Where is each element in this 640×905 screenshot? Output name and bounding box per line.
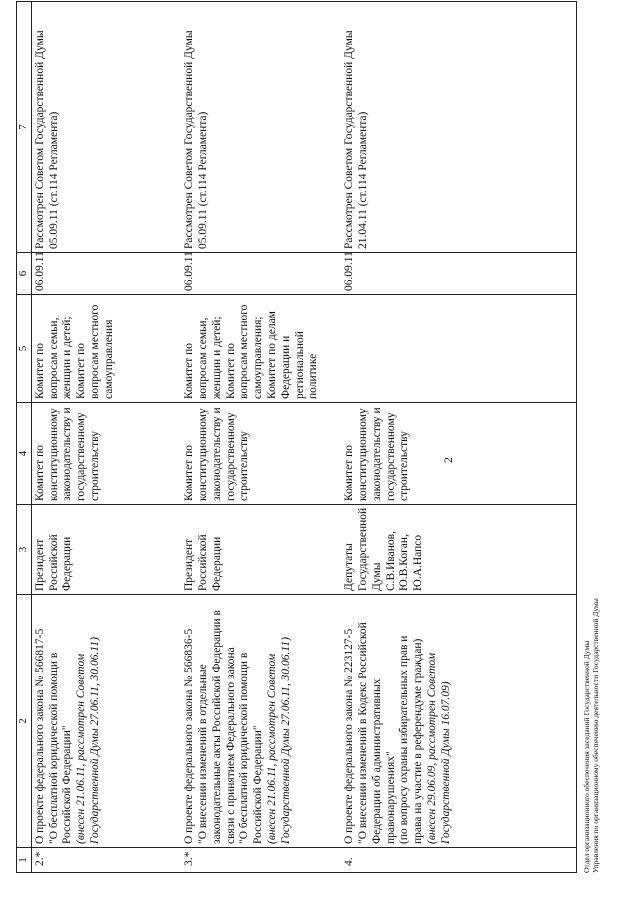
bill-title-line: связи с принятием Федерального закона	[224, 647, 237, 844]
decision: Рассмотрен Советом Государственной Думы 05.09.11 (ст.114 Регламента)	[31, 2, 181, 253]
page-number: 2	[441, 457, 455, 463]
col-header-2: 2	[17, 595, 32, 848]
bill-title-line: законодательные акты Российской Федерации в	[210, 610, 223, 844]
bill-title-line: "О бесплатной юридической помощи в	[47, 652, 60, 844]
date: 06.09.11	[31, 253, 181, 295]
table-row	[341, 2, 576, 873]
responsible-committee: Комитет по конституционному законодательству и государственному строительству	[341, 403, 576, 505]
row-number: 3.*	[181, 848, 341, 873]
date: 06.09.11	[181, 253, 341, 295]
col-header-4: 4	[17, 403, 32, 505]
bill-title-line: "О внесении изменений в отдельные	[197, 664, 210, 844]
date: 06.09.11	[341, 253, 576, 295]
col-header-1: 1	[17, 848, 32, 873]
agenda-table	[16, 1, 577, 873]
bill-title-line: "О бесплатной юридической помощи в	[238, 652, 251, 844]
bill-title-line: О проекте федерального закона № 566836-5	[183, 628, 196, 844]
responsible-committee: Комитет по конституционному законодательству и государственному строительству	[181, 403, 341, 505]
decision: Рассмотрен Советом Государственной Думы 05.09.11 (ст.114 Регламента)	[181, 2, 341, 253]
bill-note: (внесен 21.06.11, рассмотрен Советом Государственной Думы 27.06.11, 30.06.11)	[75, 637, 101, 844]
bill-title-line: О проекте федерального закона № 566817-5	[33, 628, 46, 844]
row-number: 4.	[341, 848, 576, 873]
col-header-5: 5	[17, 295, 32, 403]
col-header-3: 3	[17, 505, 32, 595]
footer-line: Управления по организационному обеспечению деятельности Государственной Думы	[591, 598, 600, 873]
initiator: Депутаты Государственной Думы С.В.Иванов, Ю.В.Коган, Ю.А.Напсо	[341, 505, 576, 595]
initiator: Президент Российской Федерации	[31, 505, 181, 595]
bill-note: (внесен 29.06.09, рассмотрен Советом Государственной Думы 16.07.09)	[426, 652, 452, 844]
bill-title	[31, 595, 181, 848]
table-row	[181, 2, 341, 873]
bill-note: (внесен 21.06.11, рассмотрен Советом Государственной Думы 27.06.11, 30.06.11)	[266, 637, 292, 844]
bill-title-line: Российской Федерации"	[61, 725, 74, 844]
bill-title-line: Федерации об административных	[370, 678, 383, 844]
co-committees: Комитет по вопросам семьи, женщин и детей; Комитет по вопросам местного самоуправления; Комитет по делам Федерации и региональной политике	[181, 295, 341, 403]
row-number: 2.*	[31, 848, 181, 873]
table-row	[31, 2, 181, 873]
co-committees: Комитет по вопросам семьи, женщин и детей; Комитет по вопросам местного самоуправления	[31, 295, 181, 403]
footer	[582, 598, 600, 873]
bill-title	[181, 595, 341, 848]
col-header-7: 7	[17, 2, 32, 253]
bill-title-line: О проекте федерального закона № 223127-5	[343, 628, 356, 844]
bill-title-line: правонарушениях"	[384, 751, 397, 844]
decision: Рассмотрен Советом Государственной Думы 21.04.11 (ст.114 Регламента)	[341, 2, 576, 253]
co-committees	[341, 295, 576, 403]
bill-title	[341, 595, 576, 848]
bill-title-line: права на участие в референдуме граждан)	[412, 638, 425, 844]
bill-title-line: (по вопросу охраны избирательных прав и	[398, 635, 411, 844]
bill-title-line: "О внесении изменений в Кодекс Российской	[357, 622, 370, 844]
bill-title-line: Российской Федерации"	[252, 725, 265, 844]
initiator: Президент Российской Федерации	[181, 505, 341, 595]
footer-line: Отдел организационного обеспечения заседаний Государственной Думы	[582, 640, 591, 873]
responsible-committee: Комитет по конституционному законодательству и государственному строительству	[31, 403, 181, 505]
header-row	[17, 2, 32, 873]
col-header-6: 6	[17, 253, 32, 295]
